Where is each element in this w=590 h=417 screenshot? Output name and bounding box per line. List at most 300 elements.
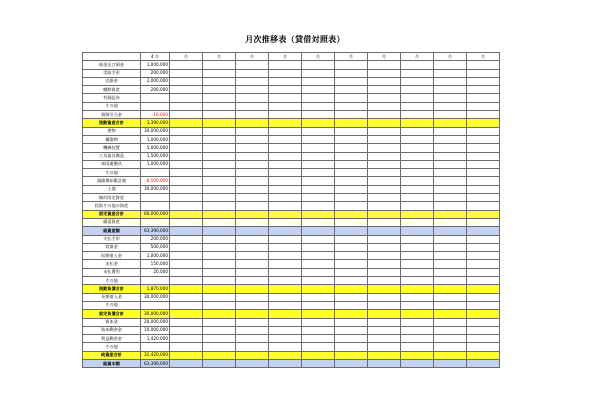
empty-month-cell[interactable] bbox=[368, 335, 401, 343]
empty-month-cell[interactable] bbox=[368, 111, 401, 119]
empty-month-cell[interactable] bbox=[401, 235, 434, 243]
value-cell[interactable]: 10,000,000 bbox=[141, 326, 170, 334]
empty-month-cell[interactable] bbox=[236, 160, 269, 168]
empty-month-cell[interactable] bbox=[302, 318, 335, 326]
empty-month-cell[interactable] bbox=[269, 227, 302, 235]
empty-month-cell[interactable] bbox=[368, 243, 401, 251]
empty-month-cell[interactable] bbox=[236, 243, 269, 251]
empty-month-cell[interactable] bbox=[170, 318, 203, 326]
empty-month-cell[interactable] bbox=[368, 160, 401, 168]
empty-month-cell[interactable] bbox=[236, 94, 269, 102]
empty-month-cell[interactable] bbox=[467, 152, 500, 160]
empty-month-cell[interactable] bbox=[434, 77, 467, 85]
empty-month-cell[interactable] bbox=[203, 119, 236, 127]
value-cell[interactable]: 2,000,000 bbox=[141, 77, 170, 85]
empty-month-cell[interactable] bbox=[302, 310, 335, 318]
empty-month-cell[interactable] bbox=[236, 135, 269, 143]
empty-month-cell[interactable] bbox=[269, 285, 302, 293]
empty-month-cell[interactable] bbox=[203, 351, 236, 359]
empty-month-cell[interactable] bbox=[170, 160, 203, 168]
empty-month-cell[interactable] bbox=[236, 86, 269, 94]
empty-month-cell[interactable] bbox=[467, 218, 500, 226]
empty-month-cell[interactable] bbox=[335, 185, 368, 193]
empty-month-cell[interactable] bbox=[269, 326, 302, 334]
empty-month-cell[interactable] bbox=[302, 135, 335, 143]
empty-month-cell[interactable] bbox=[236, 111, 269, 119]
empty-month-cell[interactable] bbox=[236, 260, 269, 268]
empty-month-cell[interactable] bbox=[236, 359, 269, 367]
empty-month-cell[interactable] bbox=[401, 102, 434, 110]
empty-month-cell[interactable] bbox=[269, 61, 302, 69]
empty-month-cell[interactable] bbox=[434, 61, 467, 69]
empty-month-cell[interactable] bbox=[269, 177, 302, 185]
empty-month-cell[interactable] bbox=[434, 111, 467, 119]
empty-month-cell[interactable] bbox=[269, 185, 302, 193]
empty-month-cell[interactable] bbox=[302, 185, 335, 193]
empty-month-cell[interactable] bbox=[434, 69, 467, 77]
empty-month-cell[interactable] bbox=[401, 277, 434, 285]
empty-month-cell[interactable] bbox=[203, 61, 236, 69]
empty-month-cell[interactable] bbox=[401, 268, 434, 276]
empty-month-cell[interactable] bbox=[302, 102, 335, 110]
empty-month-cell[interactable] bbox=[236, 194, 269, 202]
empty-month-cell[interactable] bbox=[170, 260, 203, 268]
empty-month-cell[interactable] bbox=[467, 252, 500, 260]
empty-month-cell[interactable] bbox=[467, 94, 500, 102]
empty-month-cell[interactable] bbox=[467, 310, 500, 318]
empty-month-cell[interactable] bbox=[269, 160, 302, 168]
empty-month-cell[interactable] bbox=[401, 111, 434, 119]
empty-month-cell[interactable] bbox=[236, 185, 269, 193]
empty-month-cell[interactable] bbox=[236, 169, 269, 177]
empty-month-cell[interactable] bbox=[467, 268, 500, 276]
empty-month-cell[interactable] bbox=[335, 86, 368, 94]
empty-month-cell[interactable] bbox=[302, 252, 335, 260]
empty-month-cell[interactable] bbox=[302, 326, 335, 334]
empty-month-cell[interactable] bbox=[236, 252, 269, 260]
value-cell[interactable]: 30,000,000 bbox=[141, 293, 170, 301]
empty-month-cell[interactable] bbox=[368, 77, 401, 85]
empty-month-cell[interactable] bbox=[269, 94, 302, 102]
empty-month-cell[interactable] bbox=[434, 359, 467, 367]
empty-month-cell[interactable] bbox=[236, 335, 269, 343]
empty-month-cell[interactable] bbox=[203, 111, 236, 119]
empty-month-cell[interactable] bbox=[368, 152, 401, 160]
empty-month-cell[interactable] bbox=[236, 285, 269, 293]
empty-month-cell[interactable] bbox=[368, 119, 401, 127]
empty-month-cell[interactable] bbox=[401, 61, 434, 69]
empty-month-cell[interactable] bbox=[335, 77, 368, 85]
empty-month-cell[interactable] bbox=[401, 260, 434, 268]
empty-month-cell[interactable] bbox=[236, 210, 269, 218]
empty-month-cell[interactable] bbox=[467, 260, 500, 268]
empty-month-cell[interactable] bbox=[467, 127, 500, 135]
empty-month-cell[interactable] bbox=[269, 351, 302, 359]
empty-month-cell[interactable] bbox=[368, 102, 401, 110]
empty-month-cell[interactable] bbox=[401, 135, 434, 143]
empty-month-cell[interactable] bbox=[434, 218, 467, 226]
empty-month-cell[interactable] bbox=[302, 127, 335, 135]
empty-month-cell[interactable] bbox=[302, 210, 335, 218]
empty-month-cell[interactable] bbox=[302, 61, 335, 69]
empty-month-cell[interactable] bbox=[434, 310, 467, 318]
empty-month-cell[interactable] bbox=[170, 202, 203, 210]
empty-month-cell[interactable] bbox=[335, 252, 368, 260]
empty-month-cell[interactable] bbox=[434, 144, 467, 152]
empty-month-cell[interactable] bbox=[170, 185, 203, 193]
empty-month-cell[interactable] bbox=[434, 343, 467, 351]
empty-month-cell[interactable] bbox=[302, 202, 335, 210]
empty-month-cell[interactable] bbox=[170, 277, 203, 285]
empty-month-cell[interactable] bbox=[170, 77, 203, 85]
empty-month-cell[interactable] bbox=[434, 102, 467, 110]
empty-month-cell[interactable] bbox=[302, 177, 335, 185]
empty-month-cell[interactable] bbox=[434, 252, 467, 260]
empty-month-cell[interactable] bbox=[203, 202, 236, 210]
empty-month-cell[interactable] bbox=[467, 343, 500, 351]
empty-month-cell[interactable] bbox=[335, 343, 368, 351]
empty-month-cell[interactable] bbox=[335, 169, 368, 177]
value-cell[interactable]: 200,000 bbox=[141, 86, 170, 94]
empty-month-cell[interactable] bbox=[302, 144, 335, 152]
empty-month-cell[interactable] bbox=[401, 177, 434, 185]
empty-month-cell[interactable] bbox=[434, 127, 467, 135]
empty-month-cell[interactable] bbox=[302, 194, 335, 202]
empty-month-cell[interactable] bbox=[467, 177, 500, 185]
empty-month-cell[interactable] bbox=[269, 218, 302, 226]
empty-month-cell[interactable] bbox=[203, 194, 236, 202]
empty-month-cell[interactable] bbox=[170, 301, 203, 309]
value-cell[interactable]: 200,000 bbox=[141, 69, 170, 77]
empty-month-cell[interactable] bbox=[170, 61, 203, 69]
empty-month-cell[interactable] bbox=[170, 243, 203, 251]
empty-month-cell[interactable] bbox=[203, 277, 236, 285]
empty-month-cell[interactable] bbox=[236, 77, 269, 85]
empty-month-cell[interactable] bbox=[236, 177, 269, 185]
value-cell[interactable]: 500,000 bbox=[141, 243, 170, 251]
empty-month-cell[interactable] bbox=[236, 351, 269, 359]
empty-month-cell[interactable] bbox=[236, 343, 269, 351]
empty-month-cell[interactable] bbox=[170, 218, 203, 226]
empty-month-cell[interactable] bbox=[269, 202, 302, 210]
empty-month-cell[interactable] bbox=[203, 69, 236, 77]
empty-month-cell[interactable] bbox=[434, 318, 467, 326]
empty-month-cell[interactable] bbox=[170, 268, 203, 276]
month-header-cell[interactable]: 月 bbox=[269, 53, 302, 61]
empty-month-cell[interactable] bbox=[269, 152, 302, 160]
empty-month-cell[interactable] bbox=[368, 94, 401, 102]
empty-month-cell[interactable] bbox=[302, 119, 335, 127]
empty-month-cell[interactable] bbox=[335, 119, 368, 127]
empty-month-cell[interactable] bbox=[434, 227, 467, 235]
empty-month-cell[interactable] bbox=[401, 227, 434, 235]
empty-month-cell[interactable] bbox=[401, 119, 434, 127]
empty-month-cell[interactable] bbox=[170, 351, 203, 359]
empty-month-cell[interactable] bbox=[335, 111, 368, 119]
empty-month-cell[interactable] bbox=[434, 260, 467, 268]
empty-month-cell[interactable] bbox=[236, 127, 269, 135]
value-cell[interactable]: 1,420,000 bbox=[141, 335, 170, 343]
empty-month-cell[interactable] bbox=[467, 277, 500, 285]
empty-month-cell[interactable] bbox=[467, 144, 500, 152]
empty-month-cell[interactable] bbox=[467, 61, 500, 69]
empty-month-cell[interactable] bbox=[236, 310, 269, 318]
empty-month-cell[interactable] bbox=[236, 318, 269, 326]
empty-month-cell[interactable] bbox=[368, 359, 401, 367]
value-cell[interactable] bbox=[141, 202, 170, 210]
empty-month-cell[interactable] bbox=[302, 86, 335, 94]
empty-month-cell[interactable] bbox=[368, 177, 401, 185]
value-cell[interactable]: 1,000,000 bbox=[141, 135, 170, 143]
empty-month-cell[interactable] bbox=[236, 227, 269, 235]
empty-month-cell[interactable] bbox=[269, 243, 302, 251]
empty-month-cell[interactable] bbox=[170, 343, 203, 351]
month-header-cell[interactable]: 月 bbox=[368, 53, 401, 61]
empty-month-cell[interactable] bbox=[302, 268, 335, 276]
empty-month-cell[interactable] bbox=[302, 160, 335, 168]
empty-month-cell[interactable] bbox=[368, 135, 401, 143]
empty-month-cell[interactable] bbox=[170, 69, 203, 77]
empty-month-cell[interactable] bbox=[434, 326, 467, 334]
empty-month-cell[interactable] bbox=[401, 77, 434, 85]
month-header-cell[interactable]: 4 月 bbox=[141, 53, 170, 61]
month-header-cell[interactable]: 月 bbox=[467, 53, 500, 61]
empty-month-cell[interactable] bbox=[467, 235, 500, 243]
empty-month-cell[interactable] bbox=[269, 119, 302, 127]
empty-month-cell[interactable] bbox=[368, 351, 401, 359]
empty-month-cell[interactable] bbox=[203, 359, 236, 367]
empty-month-cell[interactable] bbox=[368, 169, 401, 177]
empty-month-cell[interactable] bbox=[302, 359, 335, 367]
empty-month-cell[interactable] bbox=[434, 210, 467, 218]
empty-month-cell[interactable] bbox=[335, 335, 368, 343]
empty-month-cell[interactable] bbox=[203, 252, 236, 260]
empty-month-cell[interactable] bbox=[203, 135, 236, 143]
empty-month-cell[interactable] bbox=[368, 227, 401, 235]
empty-month-cell[interactable] bbox=[269, 144, 302, 152]
empty-month-cell[interactable] bbox=[368, 301, 401, 309]
value-cell[interactable]: 60,000,000 bbox=[141, 210, 170, 218]
empty-month-cell[interactable] bbox=[401, 301, 434, 309]
empty-month-cell[interactable] bbox=[236, 69, 269, 77]
empty-month-cell[interactable] bbox=[401, 185, 434, 193]
empty-month-cell[interactable] bbox=[203, 285, 236, 293]
empty-month-cell[interactable] bbox=[302, 111, 335, 119]
value-cell[interactable] bbox=[141, 301, 170, 309]
empty-month-cell[interactable] bbox=[203, 210, 236, 218]
empty-month-cell[interactable] bbox=[401, 243, 434, 251]
month-header-cell[interactable]: 月 bbox=[203, 53, 236, 61]
empty-month-cell[interactable] bbox=[170, 210, 203, 218]
empty-month-cell[interactable] bbox=[401, 144, 434, 152]
empty-month-cell[interactable] bbox=[401, 285, 434, 293]
empty-month-cell[interactable] bbox=[302, 301, 335, 309]
empty-month-cell[interactable] bbox=[335, 202, 368, 210]
empty-month-cell[interactable] bbox=[368, 202, 401, 210]
empty-month-cell[interactable] bbox=[335, 243, 368, 251]
empty-month-cell[interactable] bbox=[269, 86, 302, 94]
month-header-cell[interactable]: 月 bbox=[401, 53, 434, 61]
empty-month-cell[interactable] bbox=[203, 235, 236, 243]
empty-month-cell[interactable] bbox=[467, 318, 500, 326]
empty-month-cell[interactable] bbox=[401, 293, 434, 301]
empty-month-cell[interactable] bbox=[467, 86, 500, 94]
empty-month-cell[interactable] bbox=[401, 152, 434, 160]
empty-month-cell[interactable] bbox=[368, 318, 401, 326]
empty-month-cell[interactable] bbox=[368, 218, 401, 226]
value-cell[interactable]: 30,000,000 bbox=[141, 185, 170, 193]
empty-month-cell[interactable] bbox=[401, 127, 434, 135]
empty-month-cell[interactable] bbox=[434, 86, 467, 94]
empty-month-cell[interactable] bbox=[467, 185, 500, 193]
empty-month-cell[interactable] bbox=[236, 277, 269, 285]
empty-month-cell[interactable] bbox=[203, 144, 236, 152]
empty-month-cell[interactable] bbox=[302, 343, 335, 351]
empty-month-cell[interactable] bbox=[434, 202, 467, 210]
empty-month-cell[interactable] bbox=[170, 227, 203, 235]
value-cell[interactable]: -10,000 bbox=[141, 111, 170, 119]
empty-month-cell[interactable] bbox=[203, 335, 236, 343]
value-cell[interactable]: 30,000,000 bbox=[141, 310, 170, 318]
empty-month-cell[interactable] bbox=[302, 152, 335, 160]
empty-month-cell[interactable] bbox=[368, 194, 401, 202]
empty-month-cell[interactable] bbox=[434, 152, 467, 160]
empty-month-cell[interactable] bbox=[368, 285, 401, 293]
value-cell[interactable] bbox=[141, 194, 170, 202]
empty-month-cell[interactable] bbox=[467, 102, 500, 110]
empty-month-cell[interactable] bbox=[203, 343, 236, 351]
empty-month-cell[interactable] bbox=[203, 77, 236, 85]
empty-month-cell[interactable] bbox=[368, 210, 401, 218]
empty-month-cell[interactable] bbox=[335, 144, 368, 152]
empty-month-cell[interactable] bbox=[434, 119, 467, 127]
empty-month-cell[interactable] bbox=[467, 202, 500, 210]
empty-month-cell[interactable] bbox=[269, 359, 302, 367]
empty-month-cell[interactable] bbox=[434, 160, 467, 168]
empty-month-cell[interactable] bbox=[401, 343, 434, 351]
empty-month-cell[interactable] bbox=[203, 326, 236, 334]
empty-month-cell[interactable] bbox=[368, 326, 401, 334]
empty-month-cell[interactable] bbox=[335, 94, 368, 102]
empty-month-cell[interactable] bbox=[269, 210, 302, 218]
empty-month-cell[interactable] bbox=[203, 185, 236, 193]
empty-month-cell[interactable] bbox=[368, 69, 401, 77]
empty-month-cell[interactable] bbox=[203, 293, 236, 301]
value-cell[interactable]: 20,000 bbox=[141, 268, 170, 276]
empty-month-cell[interactable] bbox=[335, 177, 368, 185]
empty-month-cell[interactable] bbox=[335, 301, 368, 309]
empty-month-cell[interactable] bbox=[434, 293, 467, 301]
value-cell[interactable] bbox=[141, 102, 170, 110]
empty-month-cell[interactable] bbox=[467, 169, 500, 177]
empty-month-cell[interactable] bbox=[269, 343, 302, 351]
empty-month-cell[interactable] bbox=[335, 227, 368, 235]
empty-month-cell[interactable] bbox=[434, 235, 467, 243]
value-cell[interactable]: 63,390,000 bbox=[141, 227, 170, 235]
empty-month-cell[interactable] bbox=[467, 135, 500, 143]
empty-month-cell[interactable] bbox=[335, 260, 368, 268]
empty-month-cell[interactable] bbox=[434, 177, 467, 185]
empty-month-cell[interactable] bbox=[236, 218, 269, 226]
empty-month-cell[interactable] bbox=[302, 69, 335, 77]
empty-month-cell[interactable] bbox=[203, 169, 236, 177]
empty-month-cell[interactable] bbox=[335, 194, 368, 202]
empty-month-cell[interactable] bbox=[467, 111, 500, 119]
empty-month-cell[interactable] bbox=[434, 243, 467, 251]
empty-month-cell[interactable] bbox=[203, 102, 236, 110]
empty-month-cell[interactable] bbox=[335, 210, 368, 218]
empty-month-cell[interactable] bbox=[335, 235, 368, 243]
empty-month-cell[interactable] bbox=[170, 235, 203, 243]
empty-month-cell[interactable] bbox=[203, 160, 236, 168]
empty-month-cell[interactable] bbox=[335, 359, 368, 367]
empty-month-cell[interactable] bbox=[203, 177, 236, 185]
empty-month-cell[interactable] bbox=[236, 235, 269, 243]
empty-month-cell[interactable] bbox=[335, 310, 368, 318]
empty-month-cell[interactable] bbox=[269, 268, 302, 276]
month-header-cell[interactable]: 月 bbox=[434, 53, 467, 61]
empty-month-cell[interactable] bbox=[401, 94, 434, 102]
empty-month-cell[interactable] bbox=[434, 194, 467, 202]
empty-month-cell[interactable] bbox=[434, 335, 467, 343]
empty-month-cell[interactable] bbox=[269, 111, 302, 119]
empty-month-cell[interactable] bbox=[170, 102, 203, 110]
empty-month-cell[interactable] bbox=[368, 144, 401, 152]
empty-month-cell[interactable] bbox=[401, 218, 434, 226]
empty-month-cell[interactable] bbox=[368, 235, 401, 243]
empty-month-cell[interactable] bbox=[368, 61, 401, 69]
empty-month-cell[interactable] bbox=[401, 351, 434, 359]
empty-month-cell[interactable] bbox=[434, 94, 467, 102]
empty-month-cell[interactable] bbox=[401, 310, 434, 318]
empty-month-cell[interactable] bbox=[467, 285, 500, 293]
empty-month-cell[interactable] bbox=[467, 69, 500, 77]
empty-month-cell[interactable] bbox=[302, 77, 335, 85]
empty-month-cell[interactable] bbox=[203, 218, 236, 226]
empty-month-cell[interactable] bbox=[203, 268, 236, 276]
empty-month-cell[interactable] bbox=[467, 119, 500, 127]
empty-month-cell[interactable] bbox=[236, 293, 269, 301]
empty-month-cell[interactable] bbox=[335, 61, 368, 69]
empty-month-cell[interactable] bbox=[236, 61, 269, 69]
empty-month-cell[interactable] bbox=[302, 293, 335, 301]
empty-month-cell[interactable] bbox=[170, 111, 203, 119]
empty-month-cell[interactable] bbox=[269, 169, 302, 177]
empty-month-cell[interactable] bbox=[434, 169, 467, 177]
empty-month-cell[interactable] bbox=[170, 177, 203, 185]
empty-month-cell[interactable] bbox=[467, 335, 500, 343]
empty-month-cell[interactable] bbox=[368, 293, 401, 301]
empty-month-cell[interactable] bbox=[335, 351, 368, 359]
empty-month-cell[interactable] bbox=[401, 86, 434, 94]
empty-month-cell[interactable] bbox=[236, 268, 269, 276]
value-cell[interactable]: 1,000,000 bbox=[141, 61, 170, 69]
empty-month-cell[interactable] bbox=[335, 127, 368, 135]
value-cell[interactable] bbox=[141, 343, 170, 351]
empty-month-cell[interactable] bbox=[335, 268, 368, 276]
empty-month-cell[interactable] bbox=[302, 260, 335, 268]
empty-month-cell[interactable] bbox=[269, 77, 302, 85]
empty-month-cell[interactable] bbox=[467, 77, 500, 85]
empty-month-cell[interactable] bbox=[434, 351, 467, 359]
empty-month-cell[interactable] bbox=[170, 86, 203, 94]
empty-month-cell[interactable] bbox=[368, 260, 401, 268]
empty-month-cell[interactable] bbox=[302, 243, 335, 251]
empty-month-cell[interactable] bbox=[170, 169, 203, 177]
value-cell[interactable]: 63,390,000 bbox=[141, 359, 170, 367]
empty-month-cell[interactable] bbox=[170, 194, 203, 202]
empty-month-cell[interactable] bbox=[467, 359, 500, 367]
